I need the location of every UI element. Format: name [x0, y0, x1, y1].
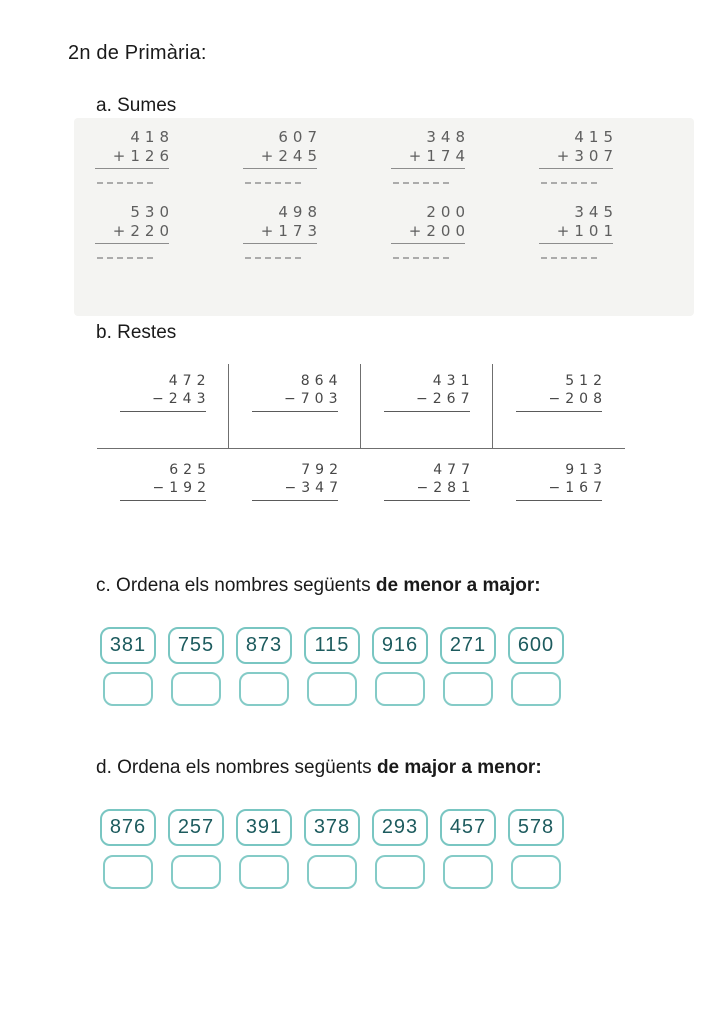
number-box: 873: [236, 627, 292, 664]
restes-grid: [97, 364, 625, 523]
answer-box: [171, 672, 221, 706]
minuend: 477: [433, 462, 475, 478]
plus-operator: +: [112, 221, 126, 240]
addition-problem: [391, 202, 470, 259]
answer-box: [239, 672, 289, 706]
sum-line: [391, 243, 465, 244]
subtraction-problem: [252, 372, 343, 412]
answer-line: [393, 182, 449, 184]
minus-operator: −: [416, 480, 429, 496]
number-box: 378: [304, 809, 360, 846]
minus-operator: −: [416, 391, 428, 407]
addend-bottom: + 200: [408, 221, 470, 240]
number-box: 600: [508, 627, 564, 664]
minuend: 625: [169, 462, 211, 478]
number-box: 381: [100, 627, 156, 664]
number-box: 457: [440, 809, 496, 846]
difference-line: [516, 500, 602, 501]
plus-operator: +: [260, 146, 274, 165]
number-box: 115: [304, 627, 360, 664]
answer-box: [443, 855, 493, 889]
plus-operator: +: [556, 146, 570, 165]
number-box: 257: [168, 809, 224, 846]
answer-box: [103, 855, 153, 889]
answer-line: [245, 257, 301, 259]
answer-box: [511, 672, 561, 706]
restes-row-1: [97, 364, 625, 449]
minuend: 792: [301, 462, 343, 478]
addition-problem: [95, 127, 174, 184]
subtrahend: − 243: [152, 391, 211, 407]
subtrahend: − 167: [548, 480, 607, 496]
restes-cell: [361, 449, 493, 523]
addend-top: 418: [130, 127, 174, 146]
sum-line: [95, 243, 169, 244]
subtrahend: − 267: [416, 391, 475, 407]
addend-bottom: + 101: [556, 221, 618, 240]
subtraction-problem: [516, 372, 607, 412]
answer-line: [97, 257, 153, 259]
answer-box: [511, 855, 561, 889]
minus-operator: −: [284, 480, 297, 496]
subtrahend: − 192: [152, 480, 211, 496]
answer-box: [171, 855, 221, 889]
sums-grid: [95, 127, 618, 259]
number-box: 916: [372, 627, 428, 664]
number-box: 391: [236, 809, 292, 846]
minus-operator: −: [152, 480, 165, 496]
addend-top: 348: [426, 127, 470, 146]
addend-top: 607: [278, 127, 322, 146]
order-desc-heading: [96, 757, 542, 779]
minus-operator: −: [548, 391, 561, 407]
difference-line: [252, 500, 338, 501]
subtrahend: − 703: [284, 391, 343, 407]
subtrahend: − 347: [284, 480, 343, 496]
answer-box: [307, 672, 357, 706]
answer-box: [239, 855, 289, 889]
answer-box: [375, 855, 425, 889]
restes-cell: [493, 364, 625, 448]
subtraction-problem: [252, 461, 343, 501]
order-asc-heading-bold: de menor a major:: [375, 575, 541, 596]
addend-top: 498: [278, 202, 322, 221]
subtrahend: − 208: [548, 391, 607, 407]
sum-line: [243, 243, 317, 244]
number-box: 876: [100, 809, 156, 846]
difference-line: [384, 411, 470, 412]
difference-line: [252, 411, 338, 412]
minuend: 431: [432, 373, 475, 389]
addition-problem: [243, 202, 322, 259]
order-desc-answer-row: [103, 855, 561, 889]
order-desc-number-row: [100, 809, 564, 846]
number-box: 578: [508, 809, 564, 846]
sums-row-2: [95, 202, 618, 259]
order-asc-number-row: [100, 627, 564, 664]
sums-heading: a. Sumes: [96, 95, 177, 116]
addition-problem: [243, 127, 322, 184]
addend-top: 200: [426, 202, 470, 221]
addend-top: 530: [130, 202, 174, 221]
page-title: 2n de Primària:: [68, 42, 207, 64]
restes-cell: [97, 364, 229, 448]
difference-line: [120, 500, 206, 501]
subtraction-problem: [384, 461, 475, 501]
restes-cell: [493, 449, 625, 523]
answer-line: [541, 182, 597, 184]
addend-bottom: + 174: [408, 146, 470, 165]
number-box: 755: [168, 627, 224, 664]
minuend: 864: [300, 373, 343, 389]
number-box: 293: [372, 809, 428, 846]
answer-line: [245, 182, 301, 184]
answer-line: [541, 257, 597, 259]
addend-bottom: + 173: [260, 221, 322, 240]
answer-line: [97, 182, 153, 184]
difference-line: [384, 500, 470, 501]
plus-operator: +: [408, 221, 422, 240]
addend-bottom: + 220: [112, 221, 174, 240]
minus-operator: −: [152, 391, 164, 407]
minus-operator: −: [548, 480, 561, 496]
difference-line: [516, 411, 602, 412]
order-asc-answer-row: [103, 672, 561, 706]
sum-line: [539, 243, 613, 244]
restes-cell: [229, 449, 361, 523]
addend-top: 415: [574, 127, 618, 146]
minuend: 472: [168, 373, 211, 389]
addend-bottom: + 245: [260, 146, 322, 165]
sum-line: [391, 168, 465, 169]
order-desc-heading-normal: d. Ordena els nombres següents: [96, 757, 377, 778]
answer-box: [375, 672, 425, 706]
addend-bottom: + 307: [556, 146, 618, 165]
subtraction-problem: [120, 461, 211, 501]
answer-box: [307, 855, 357, 889]
restes-heading: b. Restes: [96, 322, 177, 343]
addend-bottom: + 126: [112, 146, 174, 165]
number-box: 271: [440, 627, 496, 664]
plus-operator: +: [260, 221, 274, 240]
addition-problem: [539, 202, 618, 259]
sum-line: [243, 168, 317, 169]
addend-top: 345: [574, 202, 618, 221]
difference-line: [120, 411, 206, 412]
restes-cell: [361, 364, 493, 448]
minuend: 913: [565, 462, 607, 478]
subtraction-problem: [516, 461, 607, 501]
plus-operator: +: [112, 146, 126, 165]
sum-line: [95, 168, 169, 169]
sum-line: [539, 168, 613, 169]
answer-box: [443, 672, 493, 706]
subtraction-problem: [384, 372, 475, 412]
subtrahend: − 281: [416, 480, 475, 496]
plus-operator: +: [408, 146, 422, 165]
addition-problem: [391, 127, 470, 184]
restes-cell: [229, 364, 361, 448]
order-asc-heading: [96, 575, 541, 597]
plus-operator: +: [556, 221, 570, 240]
minuend: 512: [565, 373, 607, 389]
addition-problem: [539, 127, 618, 184]
order-desc-heading-bold: de major a menor:: [376, 757, 542, 778]
answer-line: [393, 257, 449, 259]
sums-row-1: [95, 127, 618, 184]
order-asc-heading-normal: c. Ordena els nombres següents: [96, 575, 376, 596]
addition-problem: [95, 202, 174, 259]
restes-row-2: [97, 449, 625, 523]
restes-cell: [97, 449, 229, 523]
answer-box: [103, 672, 153, 706]
minus-operator: −: [284, 391, 296, 407]
subtraction-problem: [120, 372, 211, 412]
